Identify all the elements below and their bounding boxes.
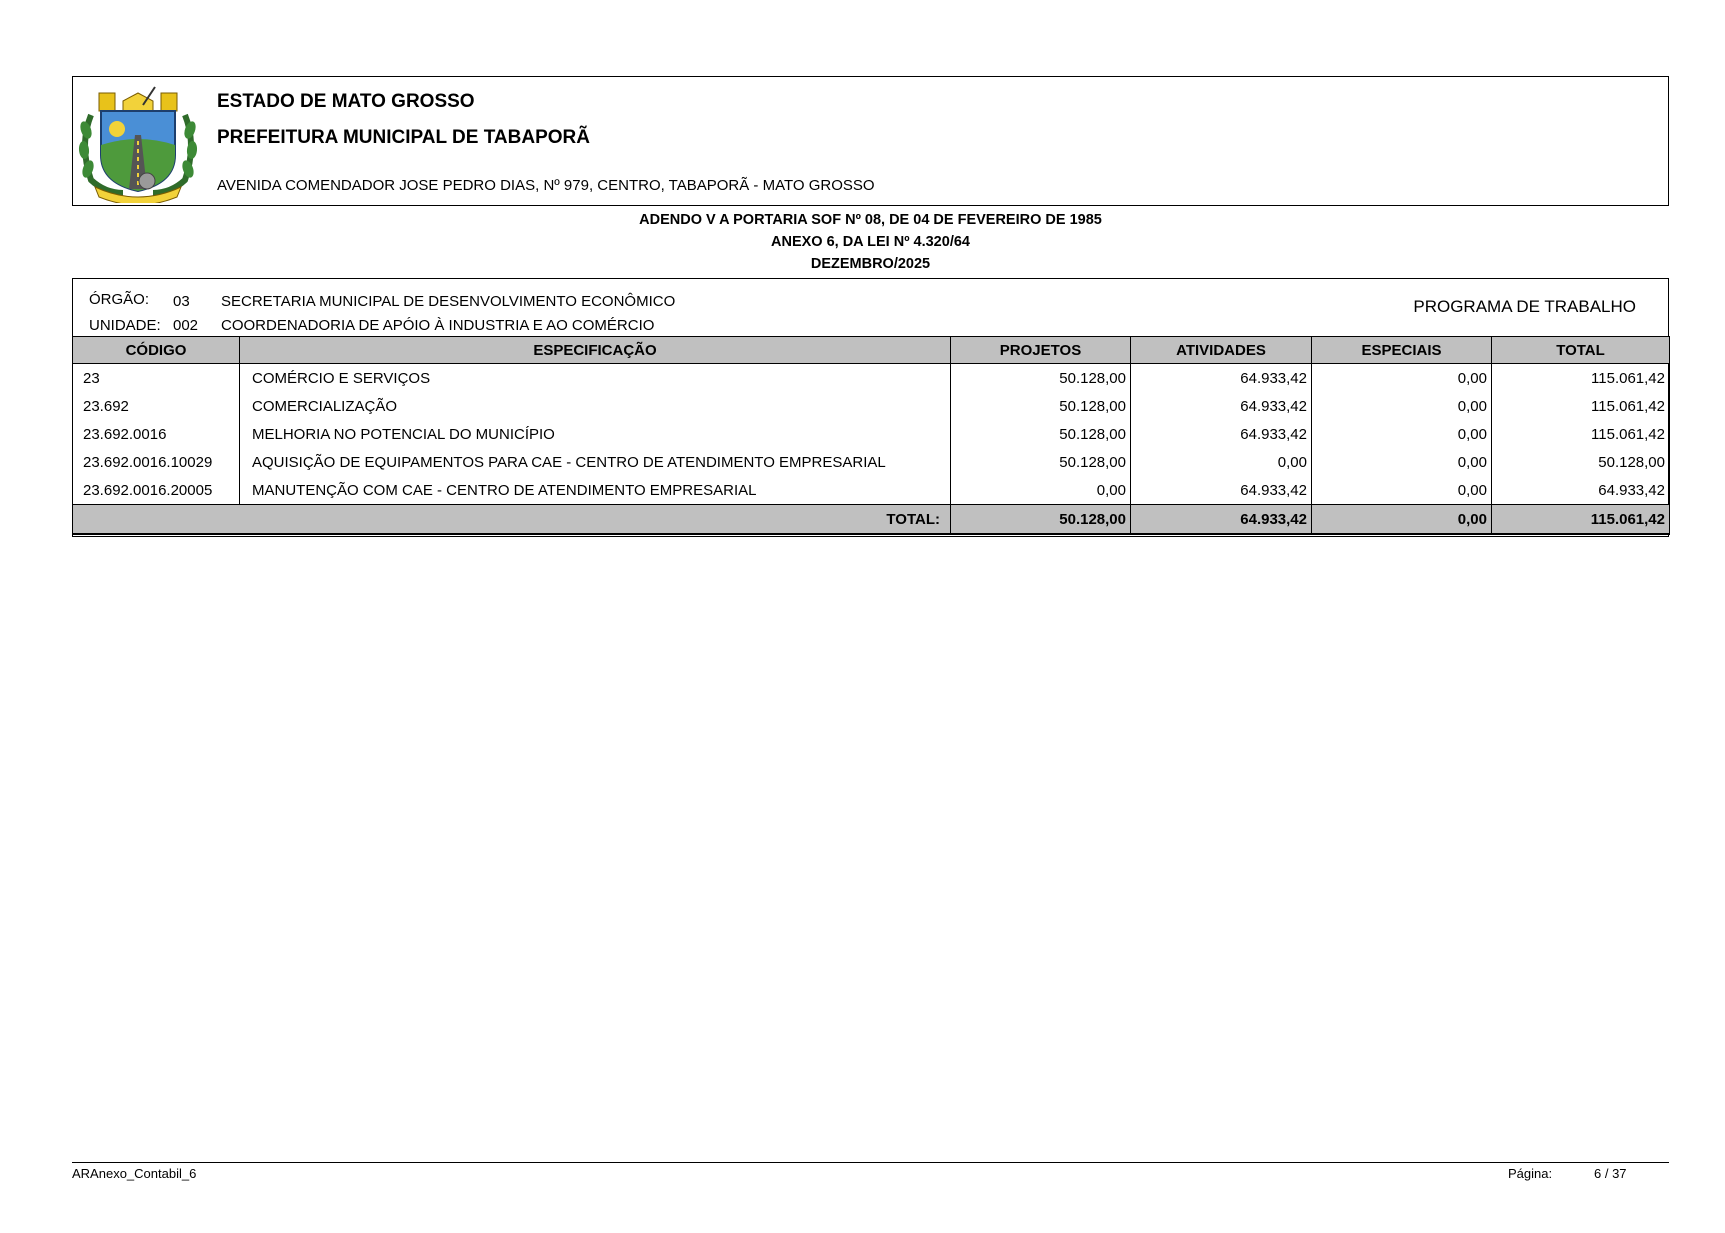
table-row xyxy=(73,448,1670,476)
cell-codigo: 23.692.0016.20005 xyxy=(73,476,240,505)
total-atividades: 64.933,42 xyxy=(1131,505,1312,535)
cell-projetos: 50.128,00 xyxy=(951,364,1131,393)
cell-projetos: 50.128,00 xyxy=(951,392,1131,420)
table-row xyxy=(73,476,1670,505)
cell-codigo: 23.692.0016 xyxy=(73,420,240,448)
cell-especiais: 0,00 xyxy=(1312,364,1492,393)
cell-especiais: 0,00 xyxy=(1312,476,1492,505)
cell-total: 50.128,00 xyxy=(1492,448,1670,476)
col-header-atividades: ATIVIDADES xyxy=(1131,337,1312,364)
cell-especificacao: COMÉRCIO E SERVIÇOS xyxy=(240,364,951,393)
table-header-row xyxy=(73,337,1670,364)
col-header-especificacao: ESPECIFICAÇÃO xyxy=(240,337,951,364)
table-row xyxy=(73,420,1670,448)
orgao-name: SECRETARIA MUNICIPAL DE DESENVOLVIMENTO ECONÔMICO xyxy=(221,293,676,310)
cell-total: 115.061,42 xyxy=(1492,392,1670,420)
cell-codigo: 23 xyxy=(73,364,240,393)
cell-atividades: 64.933,42 xyxy=(1131,364,1312,393)
program-table xyxy=(72,336,1670,535)
prefecture-name: PREFEITURA MUNICIPAL DE TABAPORÃ xyxy=(217,127,590,148)
total-geral: 115.061,42 xyxy=(1492,505,1670,535)
unidade-name: COORDENADORIA DE APÓIO À INDUSTRIA E AO COMÉRCIO xyxy=(221,317,655,334)
footer-divider xyxy=(72,1162,1669,1163)
orgao-code: 03 xyxy=(173,293,190,310)
cell-codigo: 23.692.0016.10029 xyxy=(73,448,240,476)
unidade-code: 002 xyxy=(173,317,199,334)
cell-projetos: 0,00 xyxy=(951,476,1131,505)
cell-atividades: 64.933,42 xyxy=(1131,392,1312,420)
cell-total: 64.933,42 xyxy=(1492,476,1670,505)
col-header-projetos: PROJETOS xyxy=(951,337,1131,364)
municipal-crest-icon xyxy=(77,85,199,203)
table-total-row xyxy=(73,505,1670,535)
cell-atividades: 0,00 xyxy=(1131,448,1312,476)
cell-especiais: 0,00 xyxy=(1312,392,1492,420)
cell-codigo: 23.692 xyxy=(73,392,240,420)
cell-atividades: 64.933,42 xyxy=(1131,476,1312,505)
cell-projetos: 50.128,00 xyxy=(951,448,1131,476)
page-label: Página: xyxy=(1508,1166,1553,1181)
table-row xyxy=(73,364,1670,393)
prefecture-address: AVENIDA COMENDADOR JOSE PEDRO DIAS, Nº 979, CENTRO, TABAPORÃ - MATO GROSSO xyxy=(217,177,875,194)
cell-especiais: 0,00 xyxy=(1312,420,1492,448)
program-label: PROGRAMA DE TRABALHO xyxy=(1413,297,1636,316)
col-header-total: TOTAL xyxy=(1492,337,1670,364)
table-row xyxy=(73,392,1670,420)
col-header-especiais: ESPECIAIS xyxy=(1312,337,1492,364)
subtitle-anexo: ANEXO 6, DA LEI Nº 4.320/64 xyxy=(771,234,970,250)
subtitle-portaria: ADENDO V A PORTARIA SOF Nº 08, DE 04 DE FEVEREIRO DE 1985 xyxy=(639,212,1102,228)
total-especiais: 0,00 xyxy=(1312,505,1492,535)
cell-especificacao: MANUTENÇÃO COM CAE - CENTRO DE ATENDIMENTO EMPRESARIAL xyxy=(240,476,951,505)
header-box xyxy=(72,76,1669,206)
state-name: ESTADO DE MATO GROSSO xyxy=(217,91,475,112)
total-label: TOTAL: xyxy=(73,505,951,535)
cell-total: 115.061,42 xyxy=(1492,420,1670,448)
cell-atividades: 64.933,42 xyxy=(1131,420,1312,448)
col-header-codigo: CÓDIGO xyxy=(73,337,240,364)
total-projetos: 50.128,00 xyxy=(951,505,1131,535)
subtitle-period: DEZEMBRO/2025 xyxy=(810,256,931,272)
cell-projetos: 50.128,00 xyxy=(951,420,1131,448)
cell-especificacao: AQUISIÇÃO DE EQUIPAMENTOS PARA CAE - CENTRO DE ATENDIMENTO EMPRESARIAL xyxy=(240,448,951,476)
cell-especificacao: COMERCIALIZAÇÃO xyxy=(240,392,951,420)
cell-especificacao: MELHORIA NO POTENCIAL DO MUNICÍPIO xyxy=(240,420,951,448)
unidade-label: UNIDADE: xyxy=(89,317,161,334)
report-name: ARAnexo_Contabil_6 xyxy=(72,1166,197,1181)
page-number: 6 / 37 xyxy=(1594,1166,1627,1181)
cell-especiais: 0,00 xyxy=(1312,448,1492,476)
orgao-label: ÓRGÃO: xyxy=(89,291,150,308)
cell-total: 115.061,42 xyxy=(1492,364,1670,393)
